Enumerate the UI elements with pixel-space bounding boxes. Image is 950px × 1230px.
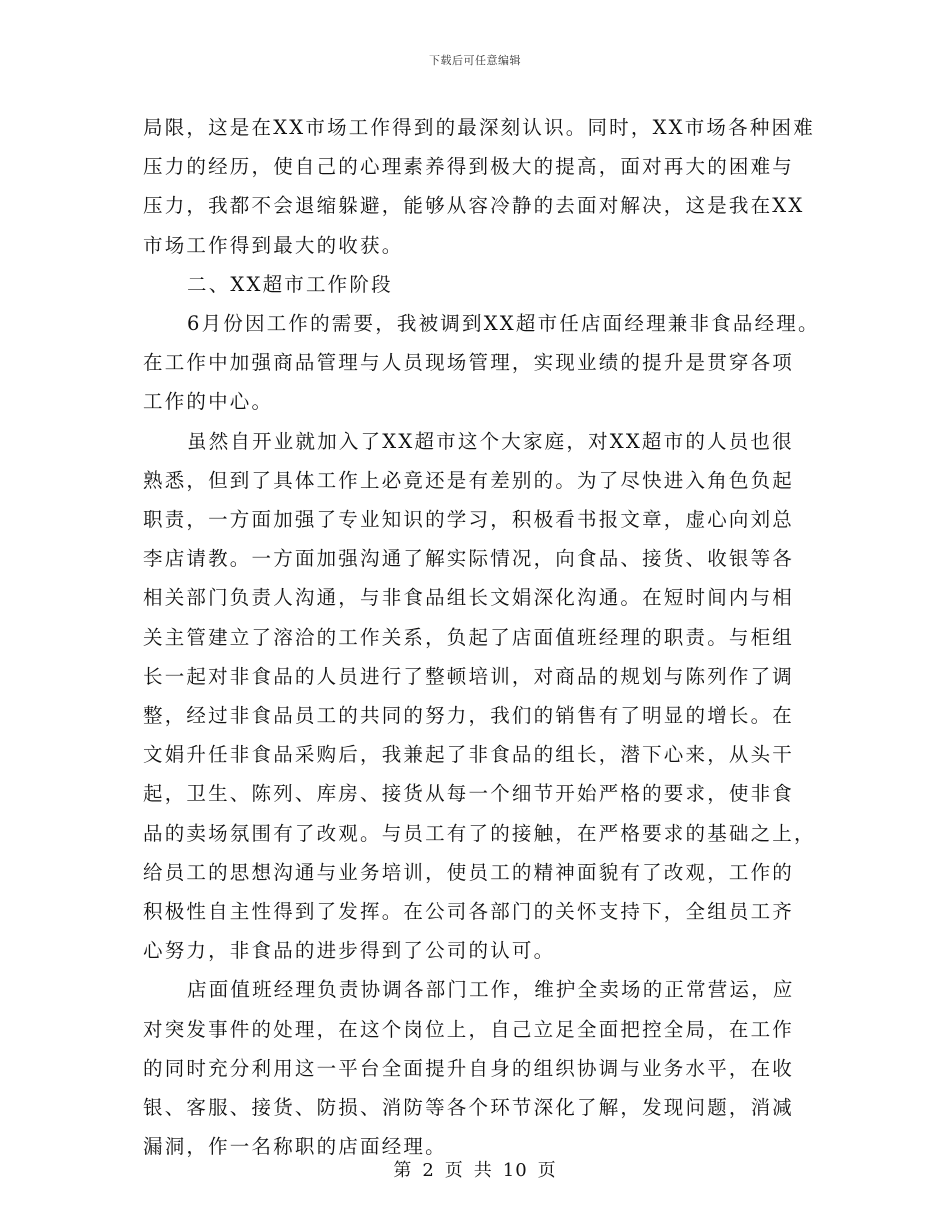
header-note: 下载后可任意编辑 bbox=[429, 54, 521, 67]
text-line: 银、客服、接货、防损、消防等各个环节深化了解，发现问题，消减 bbox=[143, 1096, 795, 1120]
text-line: 给员工的思想沟通与业务培训，使员工的精神面貌有了改观，工作的 bbox=[143, 860, 795, 884]
text-line: 关主管建立了溶洽的工作关系，负起了店面值班经理的职责。与柜组 bbox=[143, 625, 795, 649]
text-line: 李店请教。一方面加强沟通了解实际情况，向食品、接货、收银等各 bbox=[143, 547, 795, 571]
text-line: 品的卖场氛围有了改观。与员工有了的接触，在严格要求的基础之上， bbox=[143, 821, 816, 845]
text-line: 文娟升任非食品采购后，我兼起了非食品的组长，潜下心来，从头干 bbox=[143, 743, 795, 767]
text-line: 整，经过非食品员工的共同的努力，我们的销售有了明显的增长。在 bbox=[143, 704, 795, 728]
text-line: 在工作中加强商品管理与人员现场管理，实现业绩的提升是贯穿各项 bbox=[143, 351, 795, 375]
page-number-footer bbox=[0, 1156, 950, 1182]
body-text bbox=[143, 108, 820, 1166]
current-page-number: 2 bbox=[422, 1160, 435, 1181]
footer-prefix: 第 bbox=[393, 1160, 413, 1181]
text-line: 长一起对非食品的人员进行了整顿培训，对商品的规划与陈列作了调 bbox=[143, 664, 795, 688]
section-heading: 二、XX超市工作阶段 bbox=[187, 272, 393, 296]
text-line: 熟悉，但到了具体工作上必竟还是有差别的。为了尽快进入角色负起 bbox=[143, 468, 795, 492]
text-line: 压力，我都不会退缩躲避，能够从容冷静的去面对解决，这是我在XX bbox=[143, 194, 805, 218]
text-line: 虽然自开业就加入了XX超市这个大家庭，对XX超市的人员也很 bbox=[187, 429, 794, 453]
text-line: 局限，这是在XX市场工作得到的最深刻认识。同时，XX市场各种困难 bbox=[143, 116, 815, 139]
text-line: 相关部门负责人沟通，与非食品组长文娟深化沟通。在短时间内与相 bbox=[143, 586, 795, 610]
text-line: 工作的中心。 bbox=[143, 390, 274, 414]
text-line: 心努力，非食品的进步得到了公司的认可。 bbox=[143, 939, 556, 963]
text-line: 对突发事件的处理，在这个岗位上，自己立足全面把控全局，在工作 bbox=[143, 1017, 795, 1041]
footer-total-word: 共 bbox=[473, 1160, 493, 1181]
text-line: 的同时充分利用这一平台全面提升自身的组织协调与业务水平，在收 bbox=[143, 1056, 795, 1080]
text-line: 积极性自主性得到了发挥。在公司各部门的关怀支持下，全组员工齐 bbox=[143, 900, 795, 924]
text-line: 市场工作得到最大的收获。 bbox=[143, 233, 404, 257]
text-line: 起，卫生、陈列、库房、接货从每一个细节开始严格的要求，使非食 bbox=[143, 782, 795, 806]
total-page-count: 10 bbox=[502, 1160, 528, 1181]
text-line: 职责，一方面加强了专业知识的学习，积极看书报文章，虚心向刘总 bbox=[143, 508, 795, 532]
footer-suffix: 页 bbox=[537, 1160, 557, 1181]
text-line: 压力的经历，使自己的心理素养得到极大的提高，面对再大的困难与 bbox=[143, 155, 795, 179]
text-line: 6月份因工作的需要，我被调到XX超市任店面经理兼非食品经理。 bbox=[187, 312, 820, 336]
footer-page-word: 页 bbox=[444, 1160, 464, 1181]
text-line: 漏洞，作一名称职的店面经理。 bbox=[143, 1135, 447, 1159]
text-line: 店面值班经理负责协调各部门工作，维护全卖场的正常营运，应 bbox=[187, 978, 795, 1002]
